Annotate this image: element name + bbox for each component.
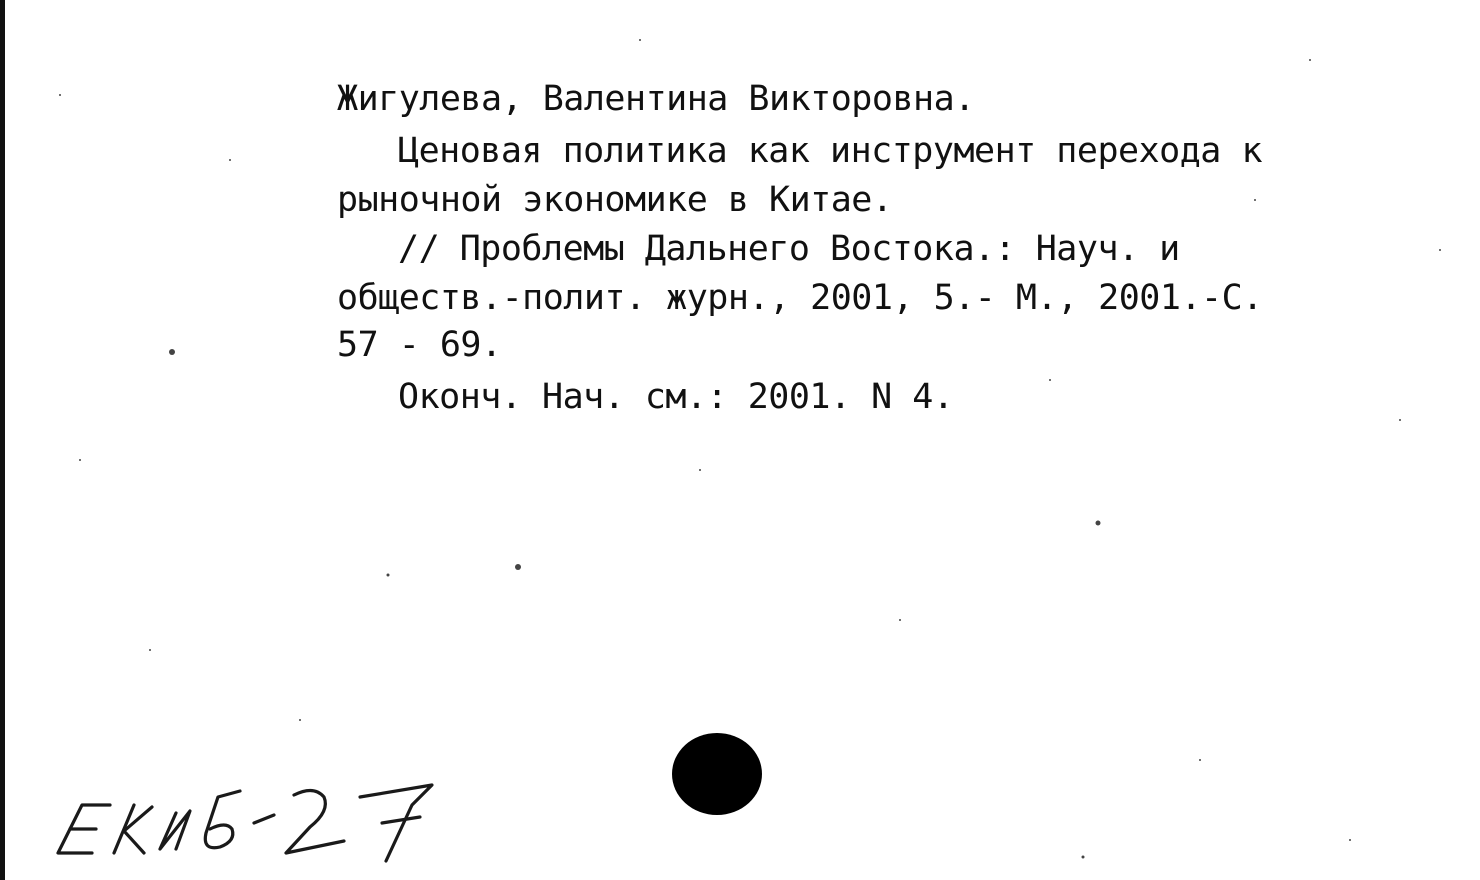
- card-note: Оконч. Нач. см.: 2001. N 4.: [398, 377, 954, 417]
- punch-hole: [671, 730, 765, 816]
- card-source-line-2: обществ.-полит. журн., 2001, 5.- М., 2001.-С.: [337, 278, 1263, 318]
- card-title-line-1: Ценовая политика как инструмент перехода к: [398, 131, 1263, 171]
- card-source-line-3: 57 - 69.: [337, 325, 502, 365]
- card-author: Жигулева, Валентина Викторовна.: [337, 79, 975, 119]
- handwritten-shelf-mark: [48, 775, 448, 865]
- card-source-line-1: // Проблемы Дальнего Востока.: Науч. и: [398, 229, 1180, 269]
- card-title-line-2: рыночной экономике в Китае.: [337, 180, 893, 220]
